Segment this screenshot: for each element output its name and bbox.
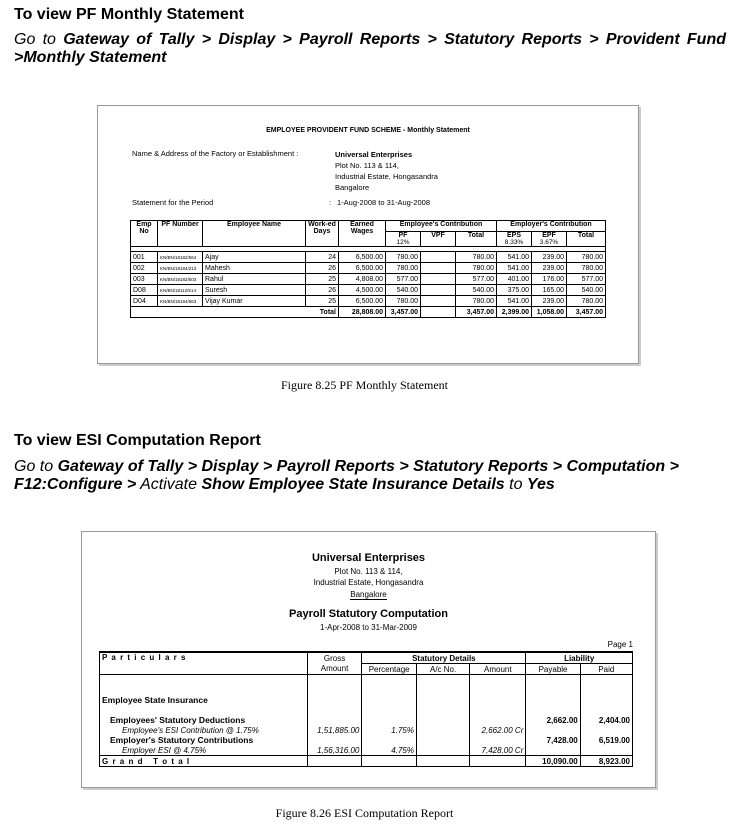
menu-path: Gateway of Tally > Display > Payroll Reports > Statutory Reports > Provident Fund >Monthly Statement <box>14 31 727 66</box>
col-emp-no: Emp No <box>131 221 158 247</box>
section1-heading: To view PF Monthly Statement <box>14 6 244 23</box>
col-gross-amount: Amount <box>307 664 362 675</box>
address-line: Plot No. 113 & 114, <box>335 161 399 170</box>
esi-address-line: Plot No. 113 & 114, <box>334 567 403 576</box>
col-eps: EPS 8.33% <box>497 232 532 247</box>
period-label: Statement for the Period <box>132 198 214 207</box>
col-pf-number: PF Number <box>158 221 203 247</box>
pf-table-row: 001 KN/BN/18182/564 Ajay 24 6,500.00 780.00 780.00 541.00 239.00 780.00 <box>131 252 606 263</box>
col-ac-no: A/c No. <box>416 664 469 675</box>
col-particulars: P a r t i c u l a r s <box>100 652 308 675</box>
figure-8-26-caption: Figure 8.26 ESI Computation Report <box>275 806 454 820</box>
section1-instruction <box>14 31 726 67</box>
col-employee-name: Employee Name <box>203 221 306 247</box>
esi-company: Universal Enterprises <box>311 552 426 564</box>
col-liability: Liability <box>526 652 633 664</box>
col-statutory-details: Statutory Details <box>362 652 526 664</box>
col-total2: Total <box>567 232 606 247</box>
col-worked-days: Work-ed Days <box>306 221 339 247</box>
total-row: Total 28,808.00 3,457.00 3,457.00 2,399.00 1,058.00 3,457.00 <box>131 307 606 318</box>
esi-address-line: Industrial Estate, Hongasandra <box>313 578 424 587</box>
deductions-sub-row: Employee's ESI Contribution @ 1.75% 1,51,885.00 1.75% 2,662.00 Cr <box>100 725 633 735</box>
address-line: Bangalore <box>335 183 370 192</box>
col-payable: Payable <box>526 664 580 675</box>
pf-table <box>130 220 606 318</box>
address-line: Industrial Estate, Hongasandra <box>335 172 438 181</box>
company-name: Universal Enterprises <box>335 150 413 159</box>
col-vpf: VPF <box>421 232 456 247</box>
deductions-row: Employees' Statutory Deductions 2,662.00 2,404.00 <box>100 715 633 725</box>
contributions-sub-row: Employer ESI @ 4.75% 1,56,316.00 4.75% 7,428.00 Cr <box>100 745 633 756</box>
esi-group-row: Employee State Insurance <box>100 695 633 705</box>
pf-statement-figure <box>97 105 639 364</box>
col-total: Total <box>456 232 497 247</box>
pf-table-row: 003 KN/BN/18182/503 Rahul 25 4,808.00 577.00 577.00 401.00 176.00 577.00 <box>131 274 606 285</box>
figure-8-25-caption: Figure 8.25 PF Monthly Statement <box>280 378 448 392</box>
col-employer-contribution: Employer's Contribution <box>497 221 606 232</box>
col-earned-wages: Earned Wages <box>339 221 386 247</box>
col-employee-contribution: Employee's Contribution <box>386 221 497 232</box>
col-pf: PF 12% <box>386 232 421 247</box>
col-epf: EPF 3.67% <box>532 232 567 247</box>
name-address-label: Name & Address of the Factory or Establishment : <box>132 149 299 158</box>
period-value: 1-Aug-2008 to 31-Aug-2008 <box>337 198 430 207</box>
grand-total-row: G r a n d T o t a l 10,090.00 8,923.00 <box>100 756 633 767</box>
pf-table-row: 002 KN/BN/18184/213 Mahesh 26 6,500.00 780.00 780.00 541.00 239.00 780.00 <box>131 263 606 274</box>
esi-address-line: Bangalore <box>350 590 387 599</box>
col-amount: Amount <box>470 664 526 675</box>
page-number: Page 1 <box>607 640 633 649</box>
section2-instruction: Go to Gateway of Tally > Display > Payroll Reports > Statutory Reports > Computation > F12:Configure > Activate Show Employee State Insurance Details to Yes <box>14 458 679 493</box>
menu-path: Gateway of Tally > Display > Payroll Reports > Statutory Reports > Computation > <box>57 458 679 475</box>
section2-heading: To view ESI Computation Report <box>14 432 261 449</box>
instr-prefix: Go to <box>14 31 56 48</box>
col-percentage: Percentage <box>362 664 417 675</box>
contributions-row: Employer's Statutory Contributions 7,428.00 6,519.00 <box>100 735 633 745</box>
period-separator: : <box>329 198 332 207</box>
pf-title: EMPLOYEE PROVIDENT FUND SCHEME - Monthly Statement <box>266 127 470 134</box>
esi-table <box>99 651 633 767</box>
esi-period: 1-Apr-2008 to 31-Mar-2009 <box>320 623 417 632</box>
company-address <box>335 149 438 193</box>
esi-title: Payroll Statutory Computation <box>289 608 448 620</box>
pf-table-row: D08 KN/BN/18112/514 Suresh 26 4,500.00 540.00 540.00 375.00 165.00 540.00 <box>131 285 606 296</box>
pf-table-row: D04 KN/BN/18184/563 Vijay Kumar 25 6,500.00 780.00 780.00 541.00 239.00 780.00 <box>131 296 606 307</box>
col-paid: Paid <box>580 664 632 675</box>
col-gross: Gross <box>307 652 362 664</box>
esi-report-figure <box>81 531 656 788</box>
